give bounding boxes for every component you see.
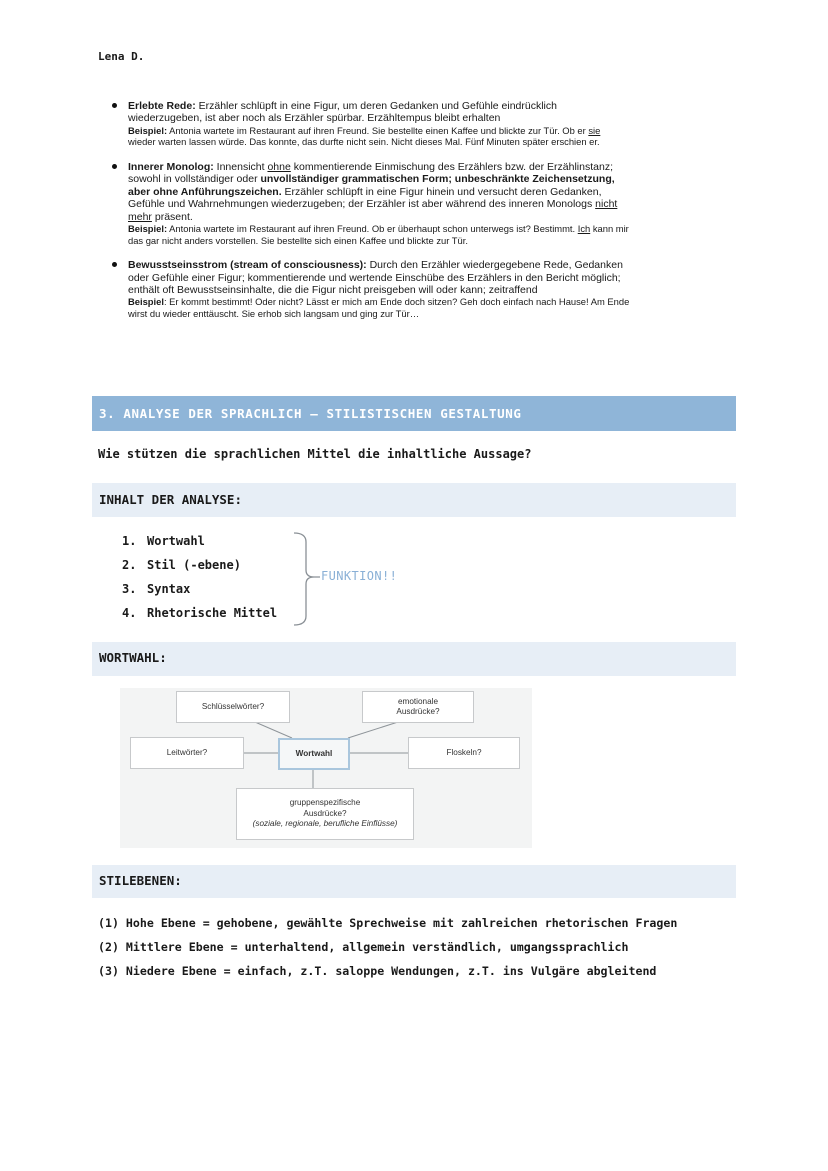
bullet-title: Bewusstseinsstrom (stream of consciousness): [128,259,367,272]
list-item [122,605,277,629]
example-text: wieder warten lassen würde. Das konnte, das durfte nicht sein. Nicht dieses Mal. Fünf Minuten später erschien er. [128,136,600,148]
node-label: Wortwahl [295,748,333,758]
stilebenen-list [98,915,677,987]
list-item [110,161,630,246]
step-number: 1. [122,534,137,548]
node-label: Floskeln? [446,747,482,757]
step-number: 3. [122,582,137,596]
node-gruppenspezifische-ausdruecke [236,788,414,840]
list-item [110,259,630,319]
step-label: Syntax [147,582,191,596]
bullet-description: Innensicht [216,161,268,173]
list-item [122,557,277,581]
node-label: emotionale [397,696,439,706]
example-text: Antonia wartete im Restaurant auf ihren Freund. Sie bestellte einen Kaffee und blickte zur Tür. Ob er [169,124,589,136]
bullet-title: Erlebte Rede: [128,100,196,112]
subheading-wortwahl: WORTWAHL: [99,650,167,665]
example-label: Beispiel [128,296,164,308]
bullet-icon [112,164,117,169]
list-item [122,533,277,557]
example-underlined: Ich [577,223,591,235]
list-item: (1) Hohe Ebene = gehobene, gewählte Sprechweise mit zahlreichen rhetorischen Fragen [98,916,678,930]
bullet-text [128,100,630,125]
underlined-word: nicht mehr [128,198,618,223]
node-label: (soziale, regionale, berufliche Einflüsse) [252,819,398,829]
list-item: (3) Niedere Ebene = einfach, z.T. saloppe Wendungen, z.T. ins Vulgäre abgleitend [98,964,657,978]
bullet-icon [112,262,117,267]
example-label: Beispiel: [128,124,168,136]
author-name: Lena D. [98,50,145,63]
node-floskeln [408,737,520,769]
example-underlined: sie [588,124,601,136]
example-label: Beispiel: [128,223,168,235]
example-text: Antonia wartete im Restaurant auf ihren Freund. Ob er überhaupt schon unterwegs ist? Bestimmt. [169,223,578,235]
bullet-title: Innerer Monolog: [128,161,214,173]
node-label: Ausdrücke? [396,707,440,716]
node-emotionale-ausdruecke [362,691,474,723]
subheading-stilebenen: STILEBENEN: [99,873,182,888]
node-wortwahl-center [278,738,350,770]
node-label: Ausdrücke? [303,808,347,818]
analysis-steps [122,533,277,629]
bullet-text [128,259,630,296]
bullet-description: präsent. [151,210,193,223]
node-label: Leitwörter? [166,747,208,757]
node-label: gruppenspezifische [289,798,361,808]
list-item [110,100,630,148]
step-label: Rhetorische Mittel [147,606,278,620]
node-leitwoerter [130,737,244,769]
bullet-example [128,125,630,148]
narrative-forms-list [110,100,630,333]
list-item [122,581,277,605]
subheading-inhalt: INHALT DER ANALYSE: [99,492,242,507]
step-number: 4. [122,606,137,620]
guiding-question: Wie stützen die sprachlichen Mittel die inhaltliche Aussage? [98,447,532,461]
example-text: kann mir das gar nicht anders vorstellen. Sie bestellte sich einen Kaffee und blickte zur Tür. [128,223,629,246]
bullet-description: Erzähler schlüpft in eine Figur hinein und versucht deren Gedanken, Gefühle und Wahrnehmungen wiederzugeben; der Erzähler ist aber während des inneren Monologs [128,185,602,211]
wortwahl-diagram [120,688,532,848]
brace-icon [290,530,320,628]
step-number: 2. [122,558,137,572]
bullet-description: Durch den Erzähler wiedergegebene Rede, Gedanken oder Gefühle einer Figur; kommentierende und wertende Einschübe des Erzählers in den Bericht möglich; enthält oft Bewusstseinsinhalte, die die Figur nicht preisgeben will oder kann; zeitraffend [128,259,623,297]
step-label: Stil (-ebene) [147,558,241,572]
bullet-description: Erzähler schlüpft in eine Figur, um deren Gedanken und Gefühle eindrücklich wiederzugeben, ist aber noch als Erzähler spürbar. Erzähltempus bleibt erhalten [128,100,557,125]
bullet-text [128,161,630,223]
example-text: : Er kommt bestimmt! Oder nicht? Lässt er mich am Ende doch sitzen? Geh doch einfach nach Hause! Am Ende wirst du wieder enttäuscht. Sie erhob sich langsam und ging zur Tür… [128,296,630,320]
bullet-example [128,223,630,246]
section-title: 3. ANALYSE DER SPRACHLICH – STILISTISCHEN GESTALTUNG [99,406,522,421]
step-label: Wortwahl [147,534,205,548]
section-header [92,396,736,431]
bullet-description: kommentierende Einmischung des Erzählers bzw. der Erzählinstanz; sowohl in vollständiger oder [128,161,613,186]
bullet-example [128,296,630,319]
bold-phrase: unvollständiger grammatischen Form; unbeschränkte Zeichensetzung, aber ohne Anführungszeichen. [128,173,615,198]
subheading-band [92,865,736,898]
underlined-word: ohne [267,161,291,173]
node-label: Schlüsselwörter? [201,701,265,711]
subheading-band [92,483,736,517]
funktion-note: FUNKTION!! [321,569,398,583]
subheading-band [92,642,736,676]
bullet-icon [112,103,117,108]
node-schluesselwoerter [176,691,290,723]
list-item: (2) Mittlere Ebene = unterhaltend, allgemein verständlich, umgangssprachlich [98,940,629,954]
